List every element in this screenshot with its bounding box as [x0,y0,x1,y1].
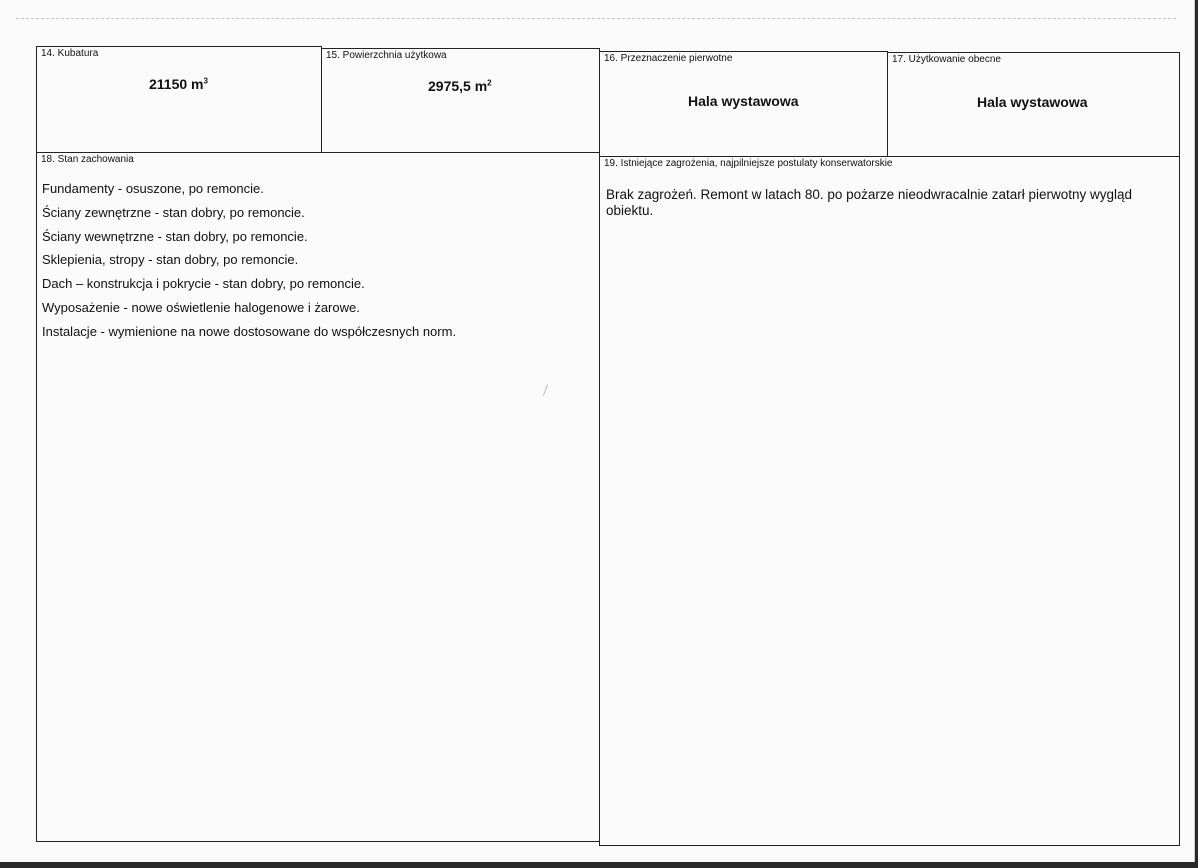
field-label: 19. Istniejące zagrożenia, najpilniejsze postulaty konserwatorskie [604,158,893,169]
field-label: 16. Przeznaczenie pierwotne [604,53,733,64]
field-kubatura [36,46,322,153]
field-uzytkowanie [887,52,1180,157]
condition-line: Sklepienia, stropy - stan dobry, po remoncie. [42,252,299,268]
condition-line: Ściany wewnętrzne - stan dobry, po remoncie. [42,228,308,244]
field-powierzchnia [321,48,600,153]
condition-line: Instalacje - wymienione na nowe dostosowane do współczesnych norm. [42,323,457,339]
field-stan-zachowania [36,152,600,842]
field-value: Hala wystawowa [688,93,799,109]
scan-artifact-line [16,18,1176,19]
condition-line: Fundamenty - osuszone, po remoncie. [42,181,264,196]
threats-text: Brak zagrożeń. Remont w latach 80. po pożarze nieodwracalnie zatarł pierwotny wygląd obiektu. [606,187,1133,218]
unit-exponent: 3 [203,76,208,86]
field-label: 18. Stan zachowania [41,154,134,165]
condition-line: Ściany zewnętrzne - stan dobry, po remoncie. [42,204,305,220]
field-value: Hala wystawowa [977,94,1088,110]
field-value: 21150 $m^3$ [149,76,208,92]
unit-exponent: 2 [487,78,492,88]
condition-line: Dach – konstrukcja i pokrycie - stan dobry, po remoncie. [42,276,365,292]
field-przeznaczenie [599,51,888,157]
field-zagrozenia [599,156,1180,846]
condition-list [42,177,456,344]
field-label: 14. Kubatura [41,48,99,59]
field-label: 17. Użytkowanie obecne [892,54,1001,65]
condition-line: Wyposażenie - nowe oświetlenie halogenowe i żarowe. [42,299,360,315]
field-label: 15. Powierzchnia użytkowa [326,50,447,61]
field-value: 2975,5 $m^2$ [428,78,492,94]
